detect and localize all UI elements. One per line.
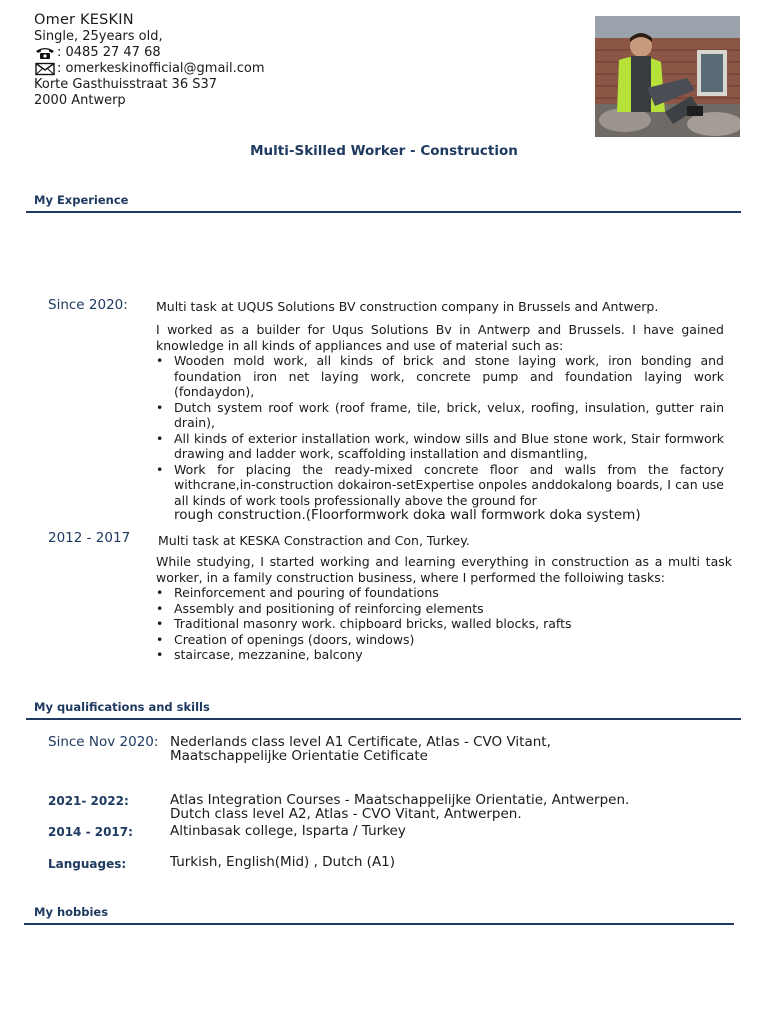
list-item: • All kinds of exterior installation work, window sills and Blue stone work, Stair formwork drawing and ladder work, scaffolding installation and dismantling, <box>156 430 724 461</box>
list-item: • Work for placing the ready-mixed concrete floor and walls from the factory withcrane,in-construction dokairon-setExpertise onpoles anddokalong boards, I can use all kinds of work tools professionally above the ground for <box>156 461 724 508</box>
candidate-name: Omer KESKIN <box>34 12 134 28</box>
qualification-text-2014: Altinbasak college, Isparta / Turkey <box>170 823 406 839</box>
list-item: • Creation of openings (doors, windows) <box>156 631 415 647</box>
qualification-text-since: Nederlands class level A1 Certificate, Atlas - CVO Vitant, Maatschappelijke Orientatie Cetificate <box>170 734 551 764</box>
profile-photo <box>595 16 740 137</box>
qualification-period-2014: 2014 - 2017: <box>48 825 133 839</box>
job-title: Multi-Skilled Worker - Construction <box>250 143 518 159</box>
list-item: • Traditional masonry work. chipboard bricks, walled blocks, rafts <box>156 616 572 631</box>
personal-status: Single, 25years old, <box>34 29 163 44</box>
experience-intro-2: While studying, I started working and learning everything in construction as a multi task worker, in a family construction business, where I performed the folloiwing tasks: <box>156 554 732 585</box>
list-item: • Reinforcement and pouring of foundations <box>156 585 439 600</box>
address-line-1: Korte Gasthuisstraat 36 S37 <box>34 77 218 92</box>
qualification-text-2021: Atlas Integration Courses - Maatschappelijke Orientatie, Antwerpen. Dutch class level A2, Atlas - CVO Vitant, Antwerpen. <box>170 792 630 822</box>
experience-description-1 <box>156 322 724 524</box>
contact-block <box>34 12 265 109</box>
email-address[interactable]: : omerkeskinofficial@gmail.com <box>57 61 265 76</box>
qualification-period-since: Since Nov 2020: <box>48 734 159 750</box>
section-divider <box>24 923 734 925</box>
experience-title-2: Multi task at KESKA Constraction and Con, Turkey. <box>158 533 470 548</box>
qualification-period-2021: 2021- 2022: <box>48 794 129 808</box>
experience-bullets-2 <box>156 585 732 663</box>
telephone-icon <box>34 46 56 60</box>
experience-closing-1: rough construction.(Floorformwork doka wall formwork doka system) <box>174 507 641 523</box>
section-heading-hobbies: My hobbies <box>34 905 109 919</box>
list-item: • Wooden mold work, all kinds of brick and stone laying work, iron bonding and foundation iron net laying work, concrete pump and foundation laying work (fondaydon), <box>156 353 724 399</box>
experience-description-2 <box>156 554 732 663</box>
experience-intro-1: I worked as a builder for Uqus Solutions Bv in Antwerp and Brussels. I have gained knowledge in all kinds of appliances and use of material such as: <box>156 322 724 353</box>
list-item: • Assembly and positioning of reinforcing elements <box>156 600 484 616</box>
section-heading-experience: My Experience <box>34 193 129 207</box>
experience-title-1: Multi task at UQUS Solutions BV construction company in Brussels and Antwerp. <box>156 299 659 314</box>
email-line <box>34 61 265 77</box>
languages-label: Languages: <box>48 857 127 871</box>
envelope-icon <box>34 62 56 76</box>
experience-period-2: 2012 - 2017 <box>48 530 131 546</box>
list-item: • Dutch system roof work (roof frame, tile, brick, velux, roofing, insulation, gutter rain drain), <box>156 399 724 430</box>
section-divider <box>26 211 741 213</box>
list-item: • staircase, mezzanine, balcony <box>156 647 363 662</box>
phone-number[interactable]: : 0485 27 47 68 <box>57 45 161 60</box>
section-heading-qualifications: My qualifications and skills <box>34 700 210 714</box>
languages-text: Turkish, English(Mid) , Dutch (A1) <box>170 854 396 870</box>
address-line-2: 2000 Antwerp <box>34 93 126 108</box>
experience-period-1: Since 2020: <box>48 297 128 313</box>
section-divider <box>26 718 741 720</box>
phone-line <box>34 45 265 61</box>
experience-bullets-1 <box>156 353 724 508</box>
